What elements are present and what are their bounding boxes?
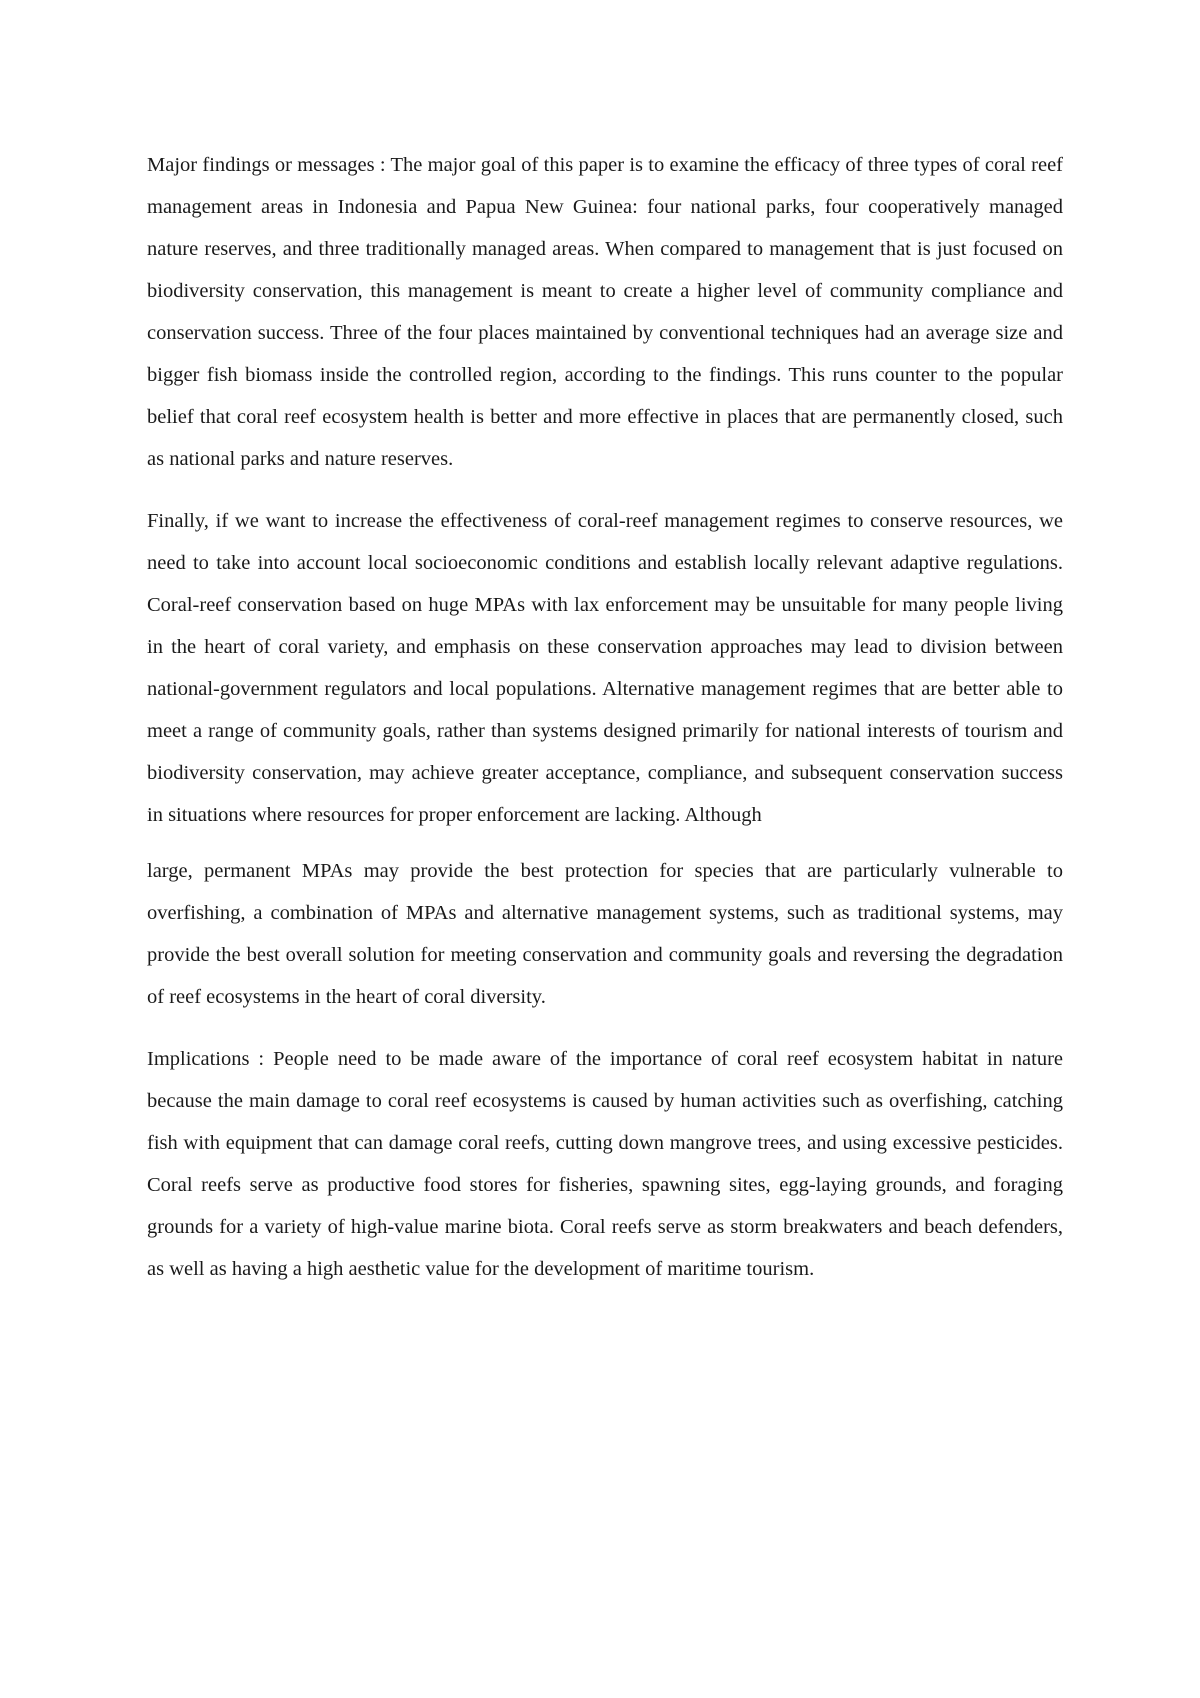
paragraph-implications: Implications : People need to be made aware of the importance of coral reef ecosystem habitat in nature because the main damage to coral reef ecosystems is caused by human activities such as overfishing, catching fish with equipment that can damage coral reefs, cutting down mangrove trees, and using excessive pesticides. Coral reefs serve as productive food stores for fisheries, spawning sites, egg-laying grounds, and foraging grounds for a variety of high-value marine biota. Coral reefs serve as storm breakwaters and beach defenders, as well as having a high aesthetic value for the development of maritime tourism. <box>147 1048 1063 1280</box>
document-body <box>147 144 1063 1290</box>
paragraph-major-findings: Major findings or messages : The major goal of this paper is to examine the efficacy of three types of coral reef management areas in Indonesia and Papua New Guinea: four national parks, four cooperatively managed nature reserves, and three traditionally managed areas. When compared to management that is just focused on biodiversity conservation, this management is meant to create a higher level of community compliance and conservation success. Three of the four places maintained by conventional techniques had an average size and bigger fish biomass inside the controlled region, according to the findings. This runs counter to the popular belief that coral reef ecosystem health is better and more effective in places that are permanently closed, such as national parks and nature reserves. <box>147 154 1063 470</box>
paragraph-finally: Finally, if we want to increase the effectiveness of coral-reef management regimes to conserve resources, we need to take into account local socioeconomic conditions and establish locally relevant adaptive regulations. Coral-reef conservation based on huge MPAs with lax enforcement may be unsuitable for many people living in the heart of coral variety, and emphasis on these conservation approaches may lead to division between national-government regulators and local populations. Alternative management regimes that are better able to meet a range of community goals, rather than systems designed primarily for national interests of tourism and biodiversity conservation, may achieve greater acceptance, compliance, and subsequent conservation success in situations where resources for proper enforcement are lacking. Although <box>147 510 1063 826</box>
paragraph-mpas-combination: large, permanent MPAs may provide the best protection for species that are particularly vulnerable to overfishing, a combination of MPAs and alternative management systems, such as traditional systems, may provide the best overall solution for meeting conservation and community goals and reversing the degradation of reef ecosystems in the heart of coral diversity. <box>147 860 1063 1008</box>
